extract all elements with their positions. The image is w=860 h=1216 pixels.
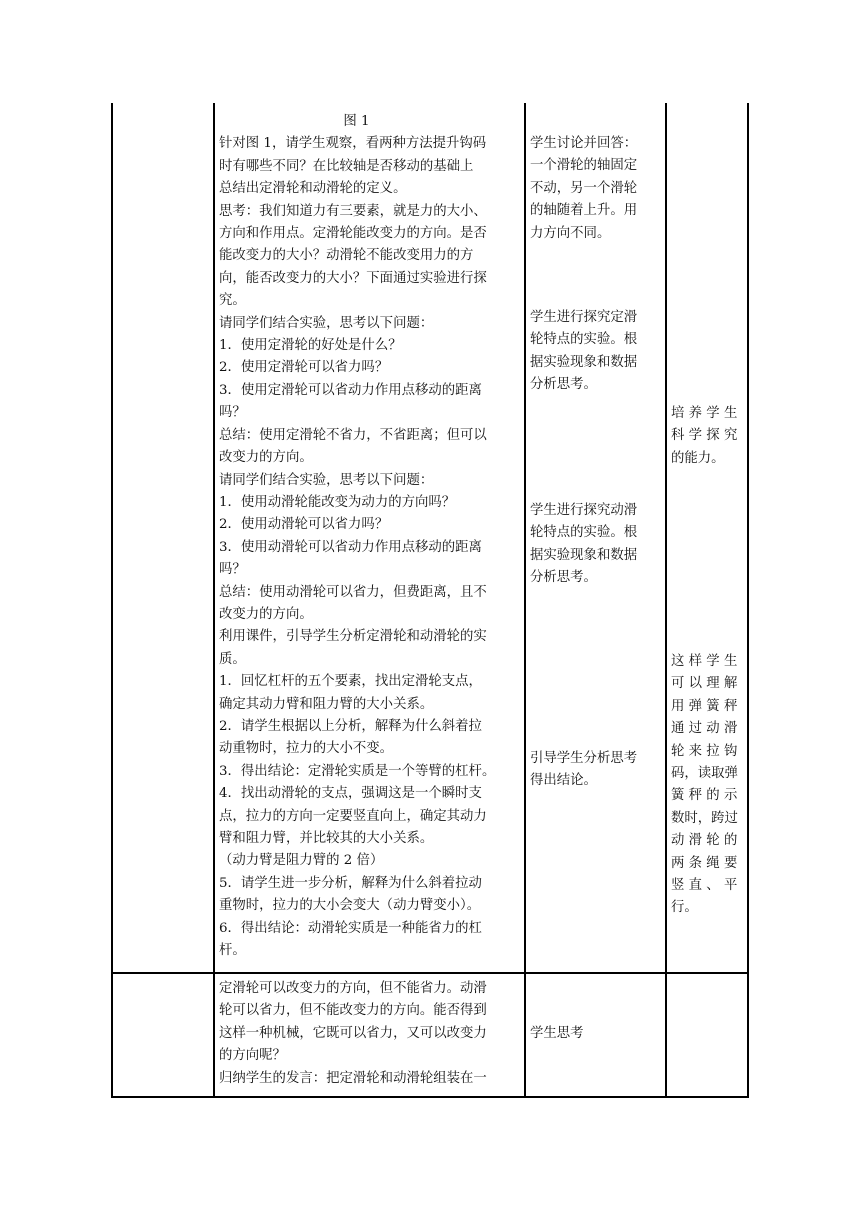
text-line: （动力臂是阻力臂的 2 倍） — [219, 853, 384, 869]
text-line: 吗？ — [219, 405, 246, 421]
text-line: 能改变力的大小？动滑轮不能改变用力的方 — [219, 248, 474, 264]
text-line: 点，拉力的方向一定要竖直向上，确定其动力 — [219, 808, 487, 824]
lesson-plan-table — [111, 103, 749, 1098]
figure-caption: 图 1 — [343, 114, 370, 129]
text-line: 分析思考。 — [530, 377, 597, 393]
design-intent-2 — [671, 651, 743, 920]
text-line: 质。 — [219, 651, 246, 667]
text-line: 2．请学生根据以上分析，解释为什么斜着拉 — [219, 718, 482, 734]
student-activity-3 — [530, 500, 660, 590]
text-line: 动 滑 轮 的 — [671, 833, 738, 849]
text-line: 通 过 动 滑 — [671, 721, 738, 737]
text-line: 这 样 学 生 — [671, 654, 738, 669]
text-line: 分析思考。 — [530, 570, 597, 586]
text-line: 据实验现象和数据 — [530, 547, 638, 563]
text-line: 的方向呢？ — [219, 1048, 286, 1064]
text-line: 可 以 理 解 — [671, 676, 738, 692]
text-line: 轮特点的实验。根 — [530, 332, 638, 348]
text-line: 轮 来 拉 钩 — [671, 743, 738, 759]
text-line: 思考：我们知道力有三要素，就是力的大小、 — [219, 203, 487, 219]
text-line: 总结：使用定滑轮不省力，不省距离；但可以 — [219, 427, 487, 443]
text-line: 2．使用动滑轮可以省力吗？ — [219, 517, 389, 533]
text-line: 改变力的方向。 — [219, 606, 313, 622]
text-line: 码，读取弹 — [671, 766, 738, 782]
text-line: 方向和作用点。定滑轮能改变力的方向。是否 — [219, 226, 487, 242]
text-line: 归纳学生的发言：把定滑轮和动滑轮组装在一 — [219, 1070, 487, 1086]
text-line: 学生思考 — [530, 1026, 584, 1041]
text-line: 请同学们结合实验，思考以下问题： — [219, 315, 434, 331]
text-line: 6．得出结论：动滑轮实质是一种能省力的杠 — [219, 920, 482, 936]
text-line: 3．使用定滑轮可以省动力作用点移动的距离 — [219, 382, 482, 398]
column-divider-3 — [665, 103, 667, 1098]
text-line: 动重物时，拉力的大小不变。 — [219, 741, 394, 757]
text-line: 一个滑轮的轴固定 — [530, 158, 638, 174]
text-line: 学生进行探究动滑 — [530, 503, 638, 518]
column-divider-1 — [213, 103, 215, 1098]
text-line: 杆。 — [219, 943, 246, 959]
table-border-left — [111, 103, 113, 1098]
table-border-right — [747, 103, 749, 1098]
text-line: 2．使用定滑轮可以省力吗？ — [219, 360, 389, 376]
text-line: 改变力的方向。 — [219, 450, 313, 466]
text-line: 定滑轮可以改变力的方向，但不能省力。动滑 — [219, 981, 487, 996]
text-line: 不动，另一个滑轮 — [530, 180, 638, 196]
text-line: 的轴随着上升。用 — [530, 203, 638, 219]
text-line: 究。 — [219, 293, 246, 309]
teacher-activity-cell — [219, 111, 519, 962]
text-line: 培 养 学 生 — [671, 406, 738, 421]
text-line: 向，能否改变力的大小？下面通过实验进行探 — [219, 270, 487, 286]
text-line: 用 弹 簧 秤 — [671, 698, 738, 714]
text-line: 总结：使用动滑轮可以省力，但费距离，且不 — [219, 584, 487, 600]
text-line: 利用课件，引导学生分析定滑轮和动滑轮的实 — [219, 629, 487, 645]
text-line: 簧 秤 的 示 — [671, 788, 738, 804]
text-line: 臂和阻力臂，并比较其的大小关系。 — [219, 831, 434, 846]
text-line: 4．找出动滑轮的支点，强调这是一个瞬时支 — [219, 786, 482, 802]
row-divider — [111, 972, 749, 974]
student-activity-2 — [530, 307, 660, 397]
teacher-activity-text — [219, 133, 519, 962]
text-line: 轮特点的实验。根 — [530, 525, 638, 541]
text-line: 学生讨论并回答： — [530, 136, 638, 151]
text-line: 竖 直 、 平 — [671, 878, 738, 894]
text-line: 3．使用动滑轮可以省动力作用点移动的距离 — [219, 539, 482, 555]
text-line: 行。 — [671, 900, 698, 916]
text-line: 引导学生分析思考 — [530, 751, 638, 766]
text-line: 得出结论。 — [530, 773, 597, 789]
text-line: 1．使用动滑轮能改变为动力的方向吗？ — [219, 494, 456, 510]
design-intent-1 — [671, 403, 743, 470]
text-line: 5．请学生进一步分析，解释为什么斜着拉动 — [219, 875, 482, 891]
text-line: 数时，跨过 — [671, 810, 738, 826]
text-line: 科 学 探 究 — [671, 428, 738, 444]
text-line: 时有哪些不同？在比较轴是否移动的基础上 — [219, 158, 474, 174]
text-line: 3．得出结论：定滑轮实质是一个等臂的杠杆。 — [219, 763, 496, 779]
text-line: 针对图 1，请学生观察，看两种方法提升钩码 — [219, 136, 487, 152]
student-activity-1 — [530, 133, 660, 245]
text-line: 1．回忆杠杆的五个要素，找出定滑轮支点， — [219, 674, 482, 690]
text-line: 力方向不同。 — [530, 225, 611, 241]
text-line: 轮可以省力，但不能改变力的方向。能否得到 — [219, 1003, 487, 1019]
text-line: 确定其动力臂和阻力臂的大小关系。 — [219, 696, 434, 712]
text-line: 两 条 绳 要 — [671, 855, 738, 871]
text-line: 这样一种机械，它既可以省力，又可以改变力 — [219, 1025, 487, 1041]
text-line: 请同学们结合实验，思考以下问题： — [219, 472, 434, 488]
table-border-bottom — [111, 1096, 749, 1098]
text-line: 1．使用定滑轮的好处是什么？ — [219, 338, 402, 354]
text-line: 的能力。 — [671, 450, 725, 466]
text-line: 吗？ — [219, 562, 246, 578]
text-line: 总结出定滑轮和动滑轮的定义。 — [219, 181, 407, 197]
column-divider-2 — [524, 103, 526, 1098]
text-line: 据实验现象和数据 — [530, 354, 638, 370]
text-line: 学生进行探究定滑 — [530, 310, 638, 325]
text-line: 重物时，拉力的大小会变大（动力臂变小）。 — [219, 898, 481, 914]
student-activity-row2 — [530, 1023, 660, 1045]
teacher-activity-row2 — [219, 978, 519, 1090]
student-activity-4 — [530, 748, 660, 793]
